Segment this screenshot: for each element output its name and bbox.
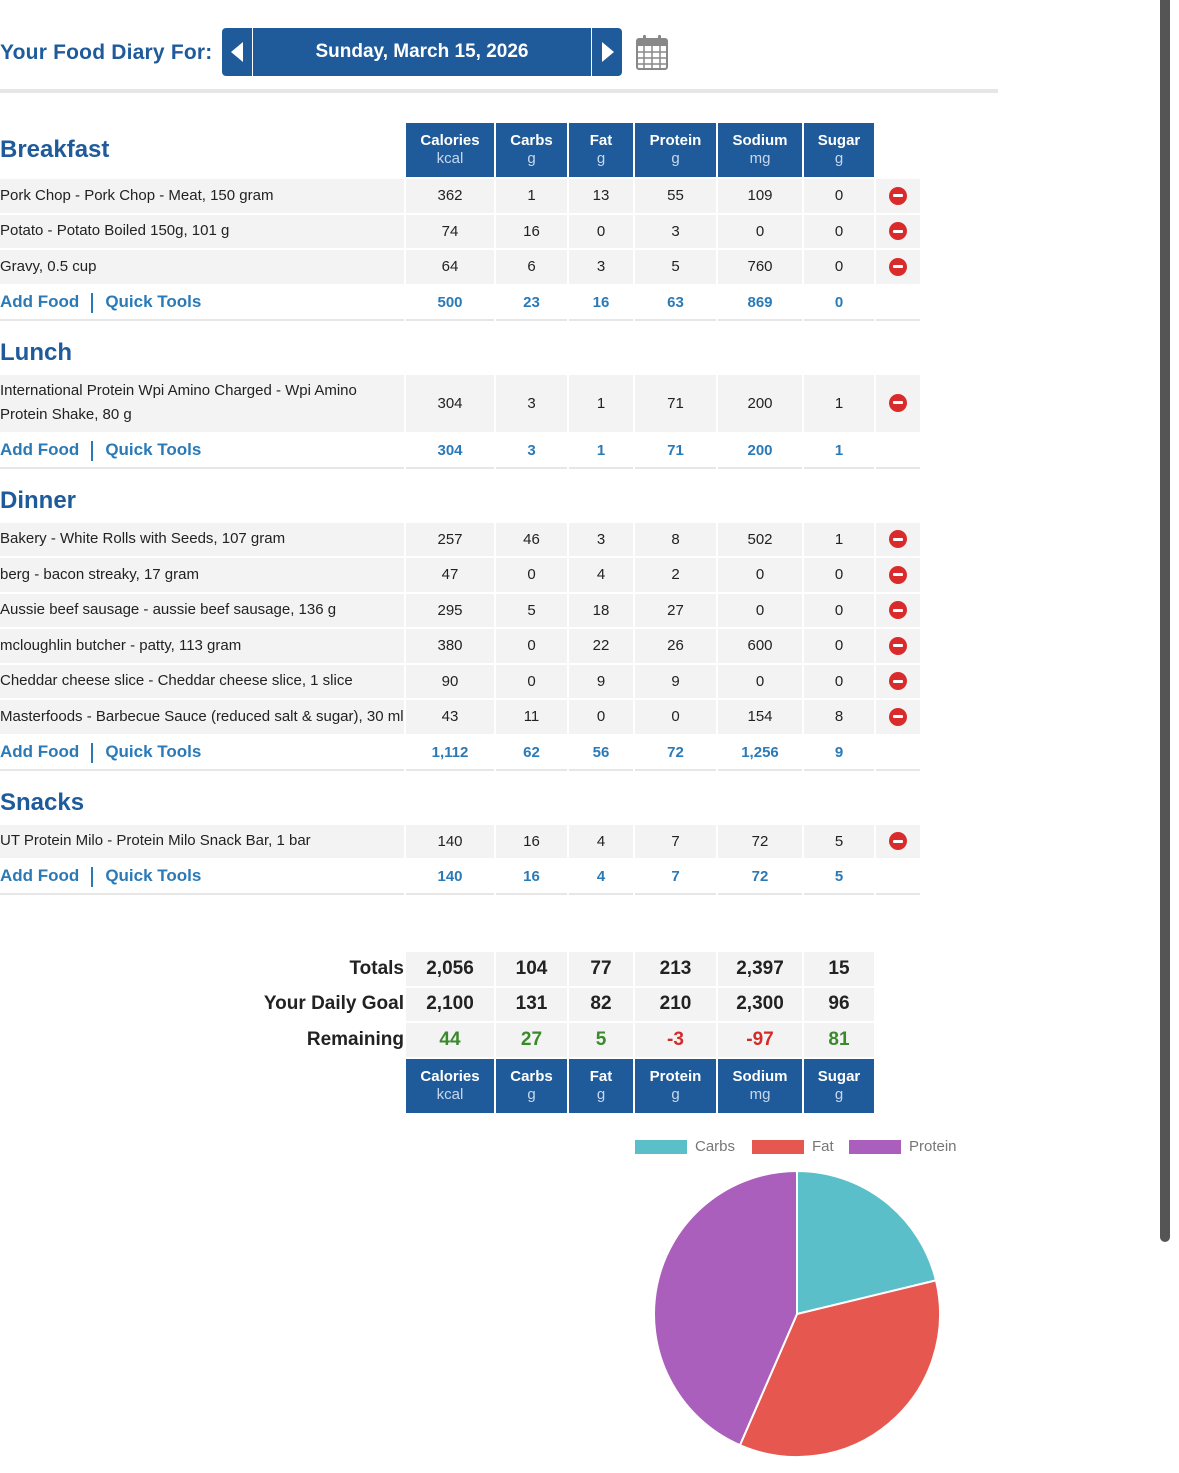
triangle-left-icon [231, 42, 243, 62]
food-row[interactable] [0, 700, 920, 734]
food-calories: 380 [406, 629, 494, 663]
food-name[interactable]: Aussie beef sausage - aussie beef sausage, 136 g [0, 594, 404, 628]
remove-icon[interactable] [889, 394, 907, 412]
food-row[interactable] [0, 558, 920, 592]
food-sodium: 109 [718, 179, 802, 213]
food-fat: 9 [569, 665, 633, 699]
legend-item-protein[interactable] [849, 1138, 957, 1155]
remove-icon[interactable] [889, 672, 907, 690]
footer-col-sodium [718, 1059, 802, 1113]
meal-title: Dinner [0, 486, 77, 514]
total-sodium: 2,397 [718, 952, 802, 986]
col-name: Carbs [510, 1067, 553, 1085]
remove-icon[interactable] [889, 530, 907, 548]
remove-food-cell [876, 558, 920, 592]
col-name: Sodium [732, 1067, 788, 1085]
total-sugar: 15 [804, 952, 874, 986]
food-carbs: 0 [496, 665, 567, 699]
col-name: Sodium [732, 132, 788, 149]
col-unit: kcal [436, 1085, 464, 1103]
spacer [496, 471, 567, 521]
scrollbar[interactable] [1160, 0, 1170, 1242]
food-calories: 140 [406, 825, 494, 859]
meal-total-carbs: 23 [496, 286, 567, 321]
food-name[interactable]: Pork Chop - Pork Chop - Meat, 150 gram [0, 179, 404, 213]
col-unit: mg [749, 150, 771, 167]
legend-label: Carbs [695, 1138, 736, 1155]
food-carbs: 0 [496, 629, 567, 663]
next-day-button[interactable] [591, 28, 622, 76]
column-header-sugar [804, 123, 874, 177]
meal-links [0, 286, 404, 321]
remaining-sodium: -97 [718, 1023, 802, 1057]
remove-icon[interactable] [889, 708, 907, 726]
meal-summary-row [0, 736, 920, 771]
col-unit: kcal [436, 150, 464, 167]
remove-icon[interactable] [889, 601, 907, 619]
col-unit: mg [749, 1085, 771, 1103]
spacer [718, 323, 802, 373]
total-protein: 213 [635, 952, 716, 986]
spacer [718, 471, 802, 521]
previous-day-button[interactable] [222, 28, 253, 76]
totals-label: Totals [349, 957, 404, 979]
food-protein: 55 [635, 179, 716, 213]
col-name: Calories [420, 1067, 480, 1085]
food-calories: 74 [406, 215, 494, 249]
remove-food-cell [876, 179, 920, 213]
macro-pie-chart [640, 1160, 950, 1470]
spacer [569, 773, 633, 823]
spacer [406, 323, 494, 373]
spacer [496, 773, 567, 823]
food-sodium: 200 [718, 375, 802, 432]
footer-col-protein [635, 1059, 716, 1113]
column-header-carbs [496, 123, 567, 177]
totals-row [0, 952, 874, 986]
legend-item-carbs[interactable] [635, 1138, 735, 1155]
totals-table [0, 950, 876, 1115]
meal-total-protein: 63 [635, 286, 716, 321]
remove-food-cell [876, 825, 920, 859]
col-name: Calories [420, 132, 480, 149]
meal-total-calories: 304 [406, 434, 494, 469]
quick-tools-link[interactable]: Quick Tools [105, 439, 202, 459]
spacer [496, 323, 567, 373]
food-name[interactable]: UT Protein Milo - Protein Milo Snack Bar, 1 bar [0, 825, 404, 859]
meal-links [0, 860, 404, 895]
spacer [804, 773, 874, 823]
food-protein: 71 [635, 375, 716, 432]
food-protein: 7 [635, 825, 716, 859]
food-name[interactable]: Gravy, 0.5 cup [0, 250, 404, 284]
remove-food-cell [876, 250, 920, 284]
spacer [406, 471, 494, 521]
col-name: Sugar [817, 1067, 861, 1085]
col-name: Fat [589, 1067, 613, 1085]
link-separator [91, 743, 93, 763]
remove-icon[interactable] [889, 832, 907, 850]
goal-fat: 82 [569, 988, 633, 1022]
goal-sugar: 96 [804, 988, 874, 1022]
food-calories: 257 [406, 523, 494, 557]
food-sugar: 5 [804, 825, 874, 859]
food-carbs: 0 [496, 558, 567, 592]
food-row[interactable] [0, 594, 920, 628]
meal-total-sodium: 869 [718, 286, 802, 321]
spacer [0, 1059, 404, 1113]
remove-food-cell [876, 629, 920, 663]
col-name: Sugar [817, 132, 861, 149]
meal-total-calories: 500 [406, 286, 494, 321]
goal-protein: 210 [635, 988, 716, 1022]
food-protein: 0 [635, 700, 716, 734]
spacer [876, 860, 920, 895]
add-food-link[interactable]: Add Food [0, 291, 80, 311]
food-sodium: 154 [718, 700, 802, 734]
food-fat: 0 [569, 215, 633, 249]
col-unit: g [596, 150, 606, 167]
quick-tools-link[interactable]: Quick Tools [105, 291, 202, 311]
food-carbs: 5 [496, 594, 567, 628]
meal-total-calories: 140 [406, 860, 494, 895]
meal-header-row [0, 323, 920, 373]
spacer [718, 773, 802, 823]
meal-title: Snacks [0, 788, 85, 816]
food-row[interactable] [0, 523, 920, 557]
date-navigator [222, 28, 622, 76]
food-protein: 8 [635, 523, 716, 557]
column-header-fat [569, 123, 633, 177]
food-carbs: 16 [496, 825, 567, 859]
diary-header [0, 28, 1000, 78]
legend-item-fat[interactable] [752, 1138, 834, 1155]
remaining-label: Remaining [306, 1028, 404, 1050]
remaining-sugar: 81 [804, 1023, 874, 1057]
food-sodium: 0 [718, 665, 802, 699]
meal-total-fat: 56 [569, 736, 633, 771]
food-sodium: 0 [718, 215, 802, 249]
diary-label: Your Food Diary For: [0, 41, 213, 64]
remove-food-cell [876, 700, 920, 734]
food-row[interactable] [0, 179, 920, 213]
food-sugar: 0 [804, 558, 874, 592]
column-header-protein [635, 123, 716, 177]
footer-col-fat [569, 1059, 633, 1113]
col-name: Protein [649, 1067, 702, 1085]
meal-total-sugar: 5 [804, 860, 874, 895]
add-food-link[interactable]: Add Food [0, 866, 80, 885]
food-carbs: 3 [496, 375, 567, 432]
food-fat: 1 [569, 375, 633, 432]
food-sugar: 1 [804, 523, 874, 557]
food-name[interactable]: International Protein Wpi Amino Charged - Wpi Amino Protein Shake, 80 g [0, 375, 404, 432]
total-fat: 77 [569, 952, 633, 986]
spacer [876, 736, 920, 771]
food-row[interactable] [0, 215, 920, 249]
triangle-right-icon [602, 42, 614, 62]
remove-icon[interactable] [889, 258, 907, 276]
meal-total-protein: 71 [635, 434, 716, 469]
col-name: Fat [589, 132, 613, 149]
food-name[interactable]: Potato - Potato Boiled 150g, 101 g [0, 215, 404, 249]
daily-goal-row [0, 988, 874, 1022]
spacer [876, 286, 920, 321]
food-name[interactable]: berg - bacon streaky, 17 gram [0, 558, 404, 592]
food-carbs: 46 [496, 523, 567, 557]
meal-total-sugar: 0 [804, 286, 874, 321]
remaining-protein: -3 [635, 1023, 716, 1057]
col-unit: g [834, 1085, 844, 1103]
quick-tools-link[interactable]: Quick Tools [105, 866, 202, 885]
food-protein: 2 [635, 558, 716, 592]
food-fat: 4 [569, 825, 633, 859]
totals-column-header-row [0, 1059, 874, 1113]
food-calories: 47 [406, 558, 494, 592]
legend-label: Fat [812, 1138, 834, 1155]
food-sodium: 600 [718, 629, 802, 663]
food-sodium: 760 [718, 250, 802, 284]
spacer [804, 471, 874, 521]
meal-total-sodium: 200 [718, 434, 802, 469]
spacer [876, 434, 920, 469]
remove-food-cell [876, 523, 920, 557]
food-carbs: 1 [496, 179, 567, 213]
meal-total-carbs: 62 [496, 736, 567, 771]
legend-swatch [752, 1140, 804, 1154]
food-protein: 9 [635, 665, 716, 699]
meal-summary-row [0, 286, 920, 321]
col-name: Carbs [510, 132, 553, 149]
meal-total-fat: 16 [569, 286, 633, 321]
meal-total-sodium: 72 [718, 860, 802, 895]
header-divider [0, 89, 998, 93]
spacer [635, 471, 716, 521]
meal-links [0, 434, 404, 469]
food-sugar: 0 [804, 179, 874, 213]
food-calories: 64 [406, 250, 494, 284]
spacer [569, 323, 633, 373]
meal-header-row [0, 471, 920, 521]
food-row[interactable] [0, 665, 920, 699]
food-sugar: 0 [804, 629, 874, 663]
remove-food-cell [876, 375, 920, 432]
meal-total-sugar: 1 [804, 434, 874, 469]
remove-icon[interactable] [889, 566, 907, 584]
food-protein: 3 [635, 215, 716, 249]
food-sugar: 0 [804, 665, 874, 699]
food-name[interactable]: Bakery - White Rolls with Seeds, 107 gram [0, 523, 404, 557]
col-unit: g [671, 1085, 680, 1103]
meal-header-row [0, 773, 920, 823]
food-fat: 18 [569, 594, 633, 628]
link-separator [91, 867, 93, 887]
meal-links [0, 736, 404, 771]
add-food-link[interactable]: Add Food [0, 439, 80, 459]
food-sugar: 0 [804, 594, 874, 628]
footer-col-carbs [496, 1059, 567, 1113]
remove-food-cell [876, 215, 920, 249]
goal-calories: 2,100 [406, 988, 494, 1022]
food-row[interactable] [0, 629, 920, 663]
food-diary-table [0, 121, 922, 897]
spacer [406, 773, 494, 823]
col-unit: g [527, 150, 536, 167]
remove-icon[interactable] [889, 187, 907, 205]
goal-sodium: 2,300 [718, 988, 802, 1022]
remove-icon[interactable] [889, 222, 907, 240]
meal-total-sodium: 1,256 [718, 736, 802, 771]
column-header-calories [406, 123, 494, 177]
food-row[interactable] [0, 375, 920, 432]
col-unit: g [671, 150, 680, 167]
link-separator [91, 293, 93, 313]
meal-total-protein: 72 [635, 736, 716, 771]
calendar-icon[interactable] [636, 34, 668, 70]
remaining-carbs: 27 [496, 1023, 567, 1057]
legend-swatch [849, 1140, 901, 1154]
remove-icon[interactable] [889, 637, 907, 655]
food-sodium: 502 [718, 523, 802, 557]
meal-title: Lunch [0, 338, 72, 366]
daily-goal-label: Your Daily Goal [263, 993, 404, 1015]
food-sugar: 0 [804, 250, 874, 284]
current-date: Sunday, March 15, 2026 [315, 41, 529, 62]
meal-summary-row [0, 860, 920, 895]
food-calories: 304 [406, 375, 494, 432]
food-fat: 3 [569, 250, 633, 284]
food-carbs: 11 [496, 700, 567, 734]
spacer [804, 323, 874, 373]
food-fat: 3 [569, 523, 633, 557]
spacer [569, 471, 633, 521]
food-protein: 27 [635, 594, 716, 628]
food-protein: 5 [635, 250, 716, 284]
meal-total-fat: 4 [569, 860, 633, 895]
food-fat: 0 [569, 700, 633, 734]
meal-total-calories: 1,112 [406, 736, 494, 771]
food-carbs: 16 [496, 215, 567, 249]
footer-col-sugar [804, 1059, 874, 1113]
add-food-link[interactable]: Add Food [0, 741, 80, 761]
food-sugar: 0 [804, 215, 874, 249]
remaining-calories: 44 [406, 1023, 494, 1057]
food-sodium: 0 [718, 594, 802, 628]
meal-total-protein: 7 [635, 860, 716, 895]
food-calories: 43 [406, 700, 494, 734]
food-sugar: 8 [804, 700, 874, 734]
footer-col-calories [406, 1059, 494, 1113]
food-protein: 26 [635, 629, 716, 663]
food-sodium: 0 [718, 558, 802, 592]
meal-header-row [0, 123, 920, 177]
meal-total-sugar: 9 [804, 736, 874, 771]
spacer [635, 773, 716, 823]
food-name[interactable]: Cheddar cheese slice - Cheddar cheese slice, 1 slice [0, 665, 404, 699]
quick-tools-link[interactable]: Quick Tools [105, 741, 202, 761]
meal-title: Breakfast [0, 136, 110, 163]
legend-swatch [635, 1140, 687, 1154]
food-fat: 22 [569, 629, 633, 663]
food-row[interactable] [0, 825, 920, 859]
food-fat: 13 [569, 179, 633, 213]
remove-food-cell [876, 665, 920, 699]
food-row[interactable] [0, 250, 920, 284]
col-unit: g [596, 1085, 606, 1103]
meal-summary-row [0, 434, 920, 469]
remove-food-cell [876, 594, 920, 628]
food-calories: 295 [406, 594, 494, 628]
food-sugar: 1 [804, 375, 874, 432]
col-unit: g [527, 1085, 536, 1103]
meal-total-carbs: 3 [496, 434, 567, 469]
food-name[interactable]: Masterfoods - Barbecue Sauce (reduced salt & sugar), 30 ml [0, 700, 404, 734]
food-calories: 362 [406, 179, 494, 213]
meal-total-carbs: 16 [496, 860, 567, 895]
total-calories: 2,056 [406, 952, 494, 986]
link-separator [91, 441, 93, 461]
food-name[interactable]: mcloughlin butcher - patty, 113 gram [0, 629, 404, 663]
legend-label: Protein [909, 1138, 957, 1155]
total-carbs: 104 [496, 952, 567, 986]
remaining-row [0, 1023, 874, 1057]
food-sodium: 72 [718, 825, 802, 859]
col-unit: g [834, 150, 844, 167]
food-fat: 4 [569, 558, 633, 592]
food-carbs: 6 [496, 250, 567, 284]
food-calories: 90 [406, 665, 494, 699]
remaining-fat: 5 [569, 1023, 633, 1057]
col-name: Protein [649, 132, 702, 149]
goal-carbs: 131 [496, 988, 567, 1022]
column-header-sodium [718, 123, 802, 177]
spacer [635, 323, 716, 373]
meal-total-fat: 1 [569, 434, 633, 469]
